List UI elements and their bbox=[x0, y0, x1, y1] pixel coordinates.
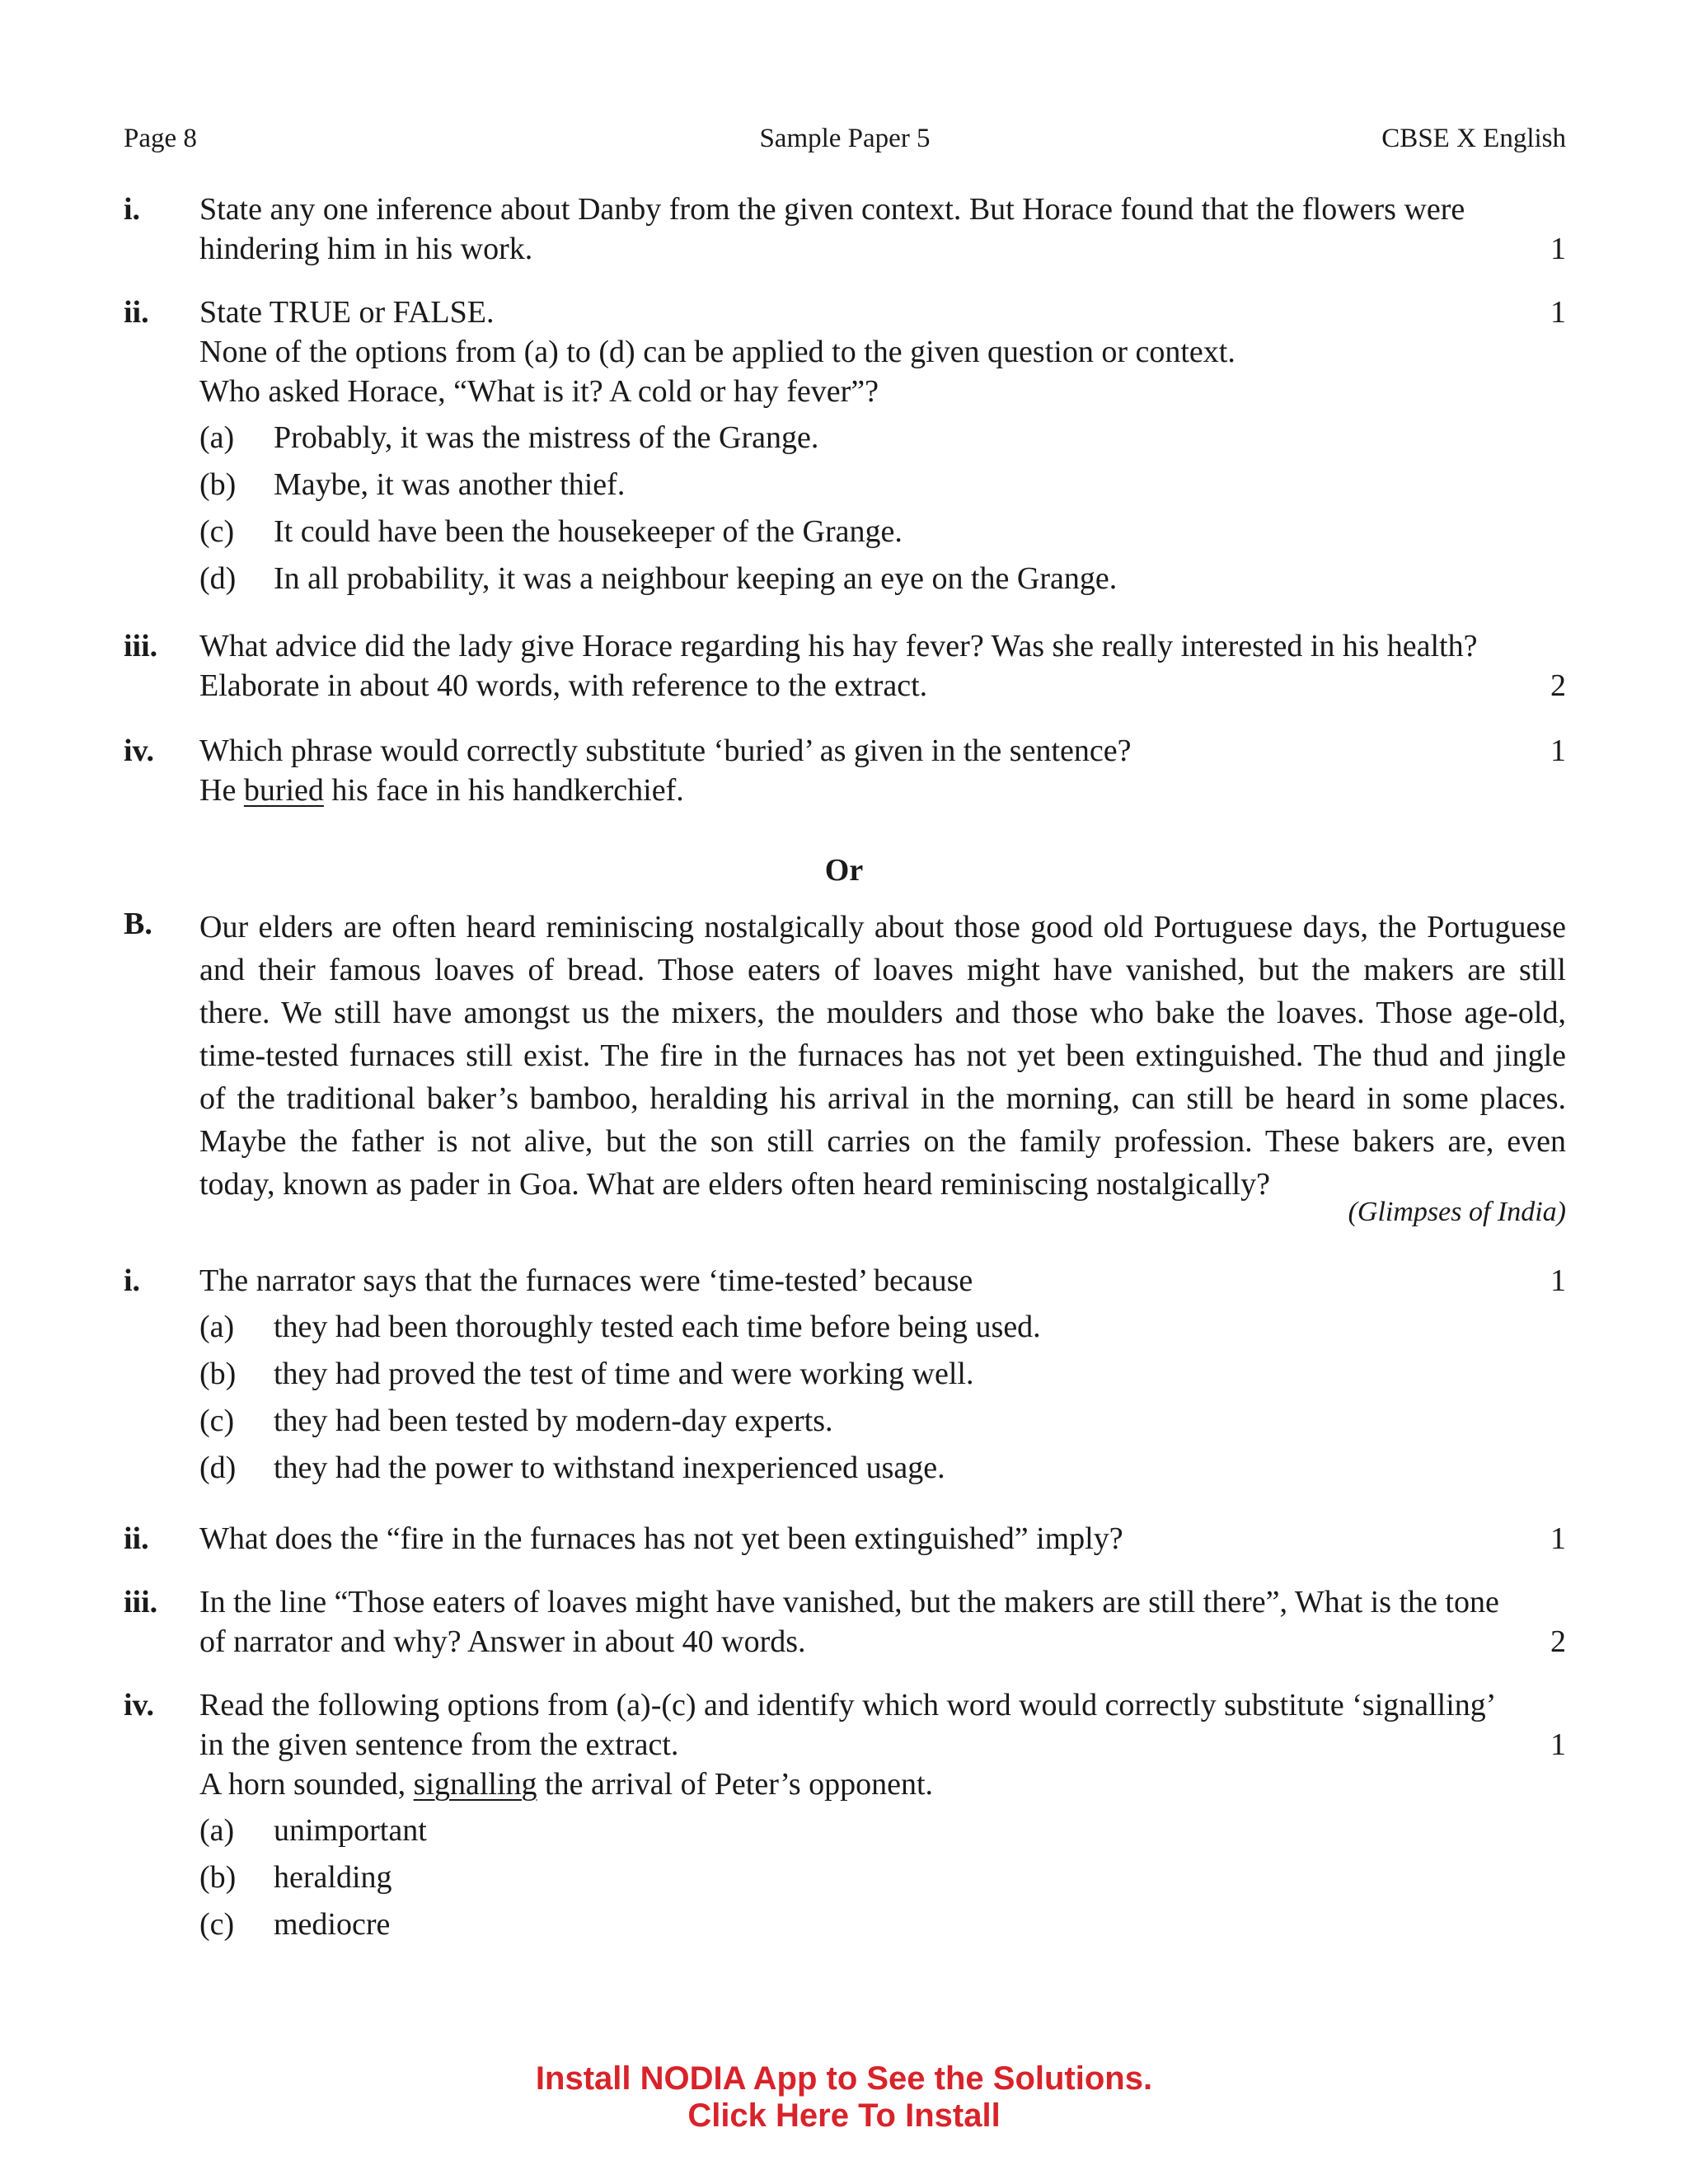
question-number: iv. bbox=[124, 1688, 154, 1722]
question-text: Which phrase would correctly substitute ‘buried’ as given in the sentence? bbox=[199, 733, 1132, 768]
sentence-text: A horn sounded, bbox=[199, 1767, 414, 1802]
option-text: heralding bbox=[274, 1860, 392, 1895]
option-b bbox=[199, 1858, 1566, 1905]
option-label: (b) bbox=[199, 1860, 237, 1895]
option-label: (d) bbox=[199, 561, 237, 596]
question-text: None of the options from (a) to (d) can be applied to the given question or context. bbox=[199, 335, 1236, 369]
question-text: What does the “fire in the furnaces has not yet been extinguished” imply? bbox=[199, 1521, 1123, 1556]
passage-line: and their famous loaves of bread. Those eaters of loaves might have vanished, but the makers are still bbox=[199, 953, 1566, 987]
page-header bbox=[124, 124, 1566, 160]
underlined-word: signalling bbox=[413, 1767, 537, 1802]
question-text: State any one inference about Danby from the given context. But Horace found that the flowers were bbox=[199, 192, 1465, 227]
option-text: they had the power to withstand inexperienced usage. bbox=[274, 1451, 945, 1485]
passage-line: Our elders are often heard reminiscing nostalgically about those good old Portuguese days, the Portuguese bbox=[199, 910, 1566, 944]
question-text: Elaborate in about 40 words, with reference to the extract. bbox=[199, 668, 928, 703]
option-text: Maybe, it was another thief. bbox=[274, 467, 626, 502]
option-text: they had been thoroughly tested each time before being used. bbox=[274, 1310, 1041, 1344]
question-text: What advice did the lady give Horace regarding his hay fever? Was she really interested in his health? bbox=[199, 629, 1478, 663]
passage-line: there. We still have amongst us the mixers, the moulders and those who bake the loaves. Those age-old, bbox=[199, 996, 1566, 1030]
passage-text bbox=[199, 906, 1566, 1206]
paper-title: Sample Paper 5 bbox=[759, 124, 931, 153]
or-divider: Or bbox=[824, 853, 864, 888]
marks: 2 bbox=[1550, 1624, 1566, 1659]
question-text: Read the following options from (a)-(c) and identify which word would correctly substitute ‘signalling’ bbox=[199, 1688, 1497, 1722]
option-label: (c) bbox=[199, 1907, 235, 1942]
sentence-text: his face in his handkerchief. bbox=[323, 773, 684, 808]
option-a bbox=[199, 1811, 1566, 1858]
option-text: mediocre bbox=[274, 1907, 391, 1942]
example-sentence bbox=[199, 1765, 1566, 1804]
option-c bbox=[199, 1905, 1566, 1952]
option-d bbox=[199, 559, 1566, 606]
passage-line: time-tested furnaces still exist. The fire in the furnaces has not yet been extinguished. The thud and jingle bbox=[199, 1038, 1566, 1073]
option-a bbox=[199, 1307, 1566, 1354]
question-text: hindering him in his work. bbox=[199, 232, 533, 266]
option-b bbox=[199, 1354, 1566, 1401]
sentence-text: He bbox=[199, 773, 244, 808]
question-number: i. bbox=[124, 192, 141, 227]
passage-line: of the traditional baker’s bamboo, heralding his arrival in the morning, can still be heard in some places. bbox=[199, 1081, 1566, 1116]
subject-label: CBSE X English bbox=[1381, 124, 1566, 153]
question-number: iii. bbox=[124, 1585, 158, 1619]
question-number: iii. bbox=[124, 629, 158, 663]
question-text: Who asked Horace, “What is it? A cold or hay fever”? bbox=[199, 374, 879, 409]
option-label: (b) bbox=[199, 1357, 237, 1391]
option-label: (c) bbox=[199, 514, 235, 549]
marks: 2 bbox=[1550, 668, 1566, 703]
install-app-link[interactable]: Install NODIA App to See the Solutions. bbox=[535, 2060, 1153, 2097]
option-text: In all probability, it was a neighbour keeping an eye on the Grange. bbox=[274, 561, 1118, 596]
option-text: they had been tested by modern-day experts. bbox=[274, 1404, 833, 1438]
option-label: (b) bbox=[199, 467, 237, 502]
passage-source: (Glimpses of India) bbox=[1348, 1197, 1566, 1227]
click-to-install-link[interactable]: Click Here To Install bbox=[687, 2097, 1001, 2134]
underlined-word: buried bbox=[243, 773, 324, 808]
option-d bbox=[199, 1448, 1566, 1495]
question-number: ii. bbox=[124, 295, 149, 330]
option-c bbox=[199, 512, 1566, 559]
question-text: State TRUE or FALSE. bbox=[199, 295, 495, 330]
option-text: It could have been the housekeeper of the Grange. bbox=[274, 514, 903, 549]
marks: 1 bbox=[1550, 295, 1566, 330]
passage-line: today, known as pader in Goa. What are elders often heard reminiscing nostalgically? bbox=[199, 1167, 1270, 1202]
option-label: (d) bbox=[199, 1451, 237, 1485]
option-a bbox=[199, 418, 1566, 465]
question-number: i. bbox=[124, 1263, 141, 1298]
question-text: in the given sentence from the extract. bbox=[199, 1727, 679, 1762]
question-text: The narrator says that the furnaces were ‘time-tested’ because bbox=[199, 1263, 973, 1298]
marks: 1 bbox=[1550, 1727, 1566, 1762]
marks: 1 bbox=[1550, 232, 1566, 266]
question-number: iv. bbox=[124, 733, 154, 768]
passage-line: Maybe the father is not alive, but the son still carries on the family profession. These bakers are, even bbox=[199, 1124, 1566, 1159]
question-text: In the line “Those eaters of loaves might have vanished, but the makers are still there”, What is the tone bbox=[199, 1585, 1499, 1619]
marks: 1 bbox=[1550, 733, 1566, 768]
option-text: unimportant bbox=[274, 1813, 427, 1848]
page-number: Page 8 bbox=[124, 124, 197, 153]
marks: 1 bbox=[1550, 1521, 1566, 1556]
option-text: Probably, it was the mistress of the Grange. bbox=[274, 420, 819, 455]
option-c bbox=[199, 1401, 1566, 1448]
question-text: of narrator and why? Answer in about 40 words. bbox=[199, 1624, 806, 1659]
option-label: (a) bbox=[199, 1813, 235, 1848]
passage-label: B. bbox=[124, 907, 152, 941]
option-label: (c) bbox=[199, 1404, 235, 1438]
option-label: (a) bbox=[199, 420, 235, 455]
option-label: (a) bbox=[199, 1310, 235, 1344]
option-b bbox=[199, 465, 1566, 512]
sentence-text: the arrival of Peter’s opponent. bbox=[537, 1767, 934, 1802]
example-sentence bbox=[199, 771, 1566, 810]
question-number: ii. bbox=[124, 1521, 149, 1556]
marks: 1 bbox=[1550, 1263, 1566, 1298]
option-text: they had proved the test of time and were working well. bbox=[274, 1357, 974, 1391]
